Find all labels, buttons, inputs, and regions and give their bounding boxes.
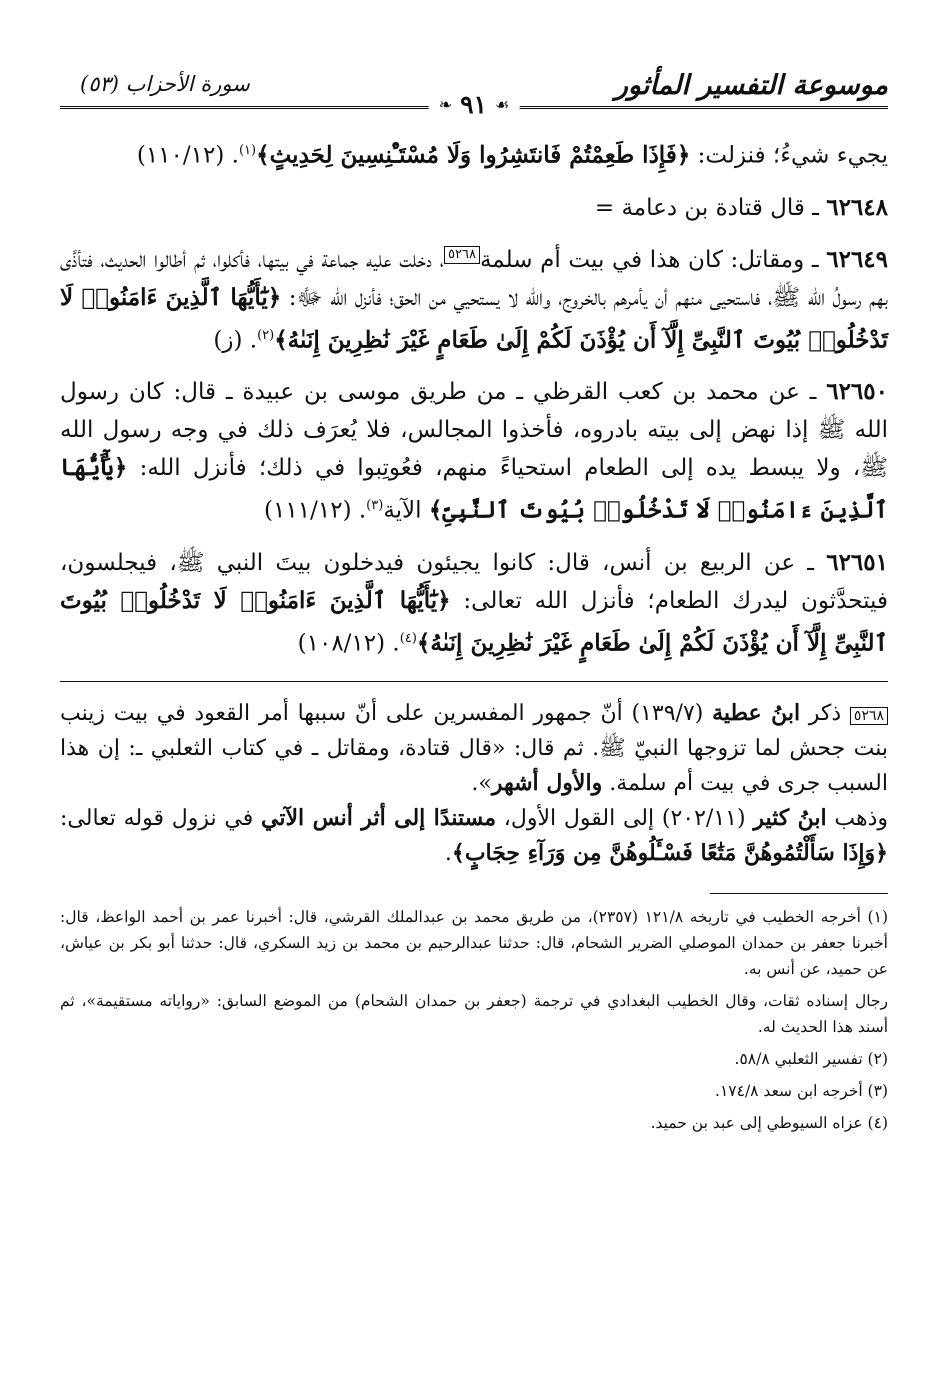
ornament-left-icon: ❧ (438, 95, 453, 114)
narration-number: ٦٢٦٤٩ (826, 245, 889, 273)
volume-reference: . (ز) (213, 327, 258, 354)
text-run: (٢٠٢/١١) إلى القول الأول، (496, 805, 754, 831)
commentary-separator (60, 681, 888, 682)
volume-reference: . (١١٠/١٢) (136, 142, 239, 169)
text-run: في نزول قوله تعالى: (60, 805, 262, 831)
text-run: ». (471, 770, 492, 796)
volume-reference: . (١١١/١٢) (264, 497, 367, 524)
running-header (60, 60, 888, 122)
commentary-para-1 (60, 696, 888, 801)
text-run: يجيء شيءُ؛ فنزلت: (690, 142, 888, 169)
footnote-1-continued: رجال إسناده ثقات، وقال الخطيب البغدادي في ترجمة (جعفر بن حمدان الشحام) من الموضع السابق: «رواياته مستقيمة»، ثم أسند هذا الحديث له. (60, 991, 888, 1036)
footnote-separator (710, 893, 888, 894)
commentary-note (60, 696, 888, 871)
text-run: ـ قال قتادة بن دعامة = (594, 194, 827, 221)
quran-verse: ﴿يَٰٓأَيُّهَا ٱلَّذِينَ ءَامَنُوا۟ لَا تَدْخُلُوا۟ بُيُوتَ ٱلنَّبِىِّ إِلَّآ أَن يُؤْذَنَ لَكُمْ إِلَىٰ طَعَامٍ غَيْرَ نَٰظِرِينَ إِنَىٰهُ﴾ (60, 283, 888, 354)
quran-verse: ﴿وَإِذَا سَأَلْتُمُوهُنَّ مَتَٰعًا فَسْـَٔلُوهُنَّ مِن وَرَآءِ حِجَابٍ﴾ (451, 839, 888, 866)
text-run: وذهب (826, 805, 889, 831)
footnote-marker: (١) (238, 143, 257, 158)
quran-verse: ﴿يَٰٓأَيُّهَا ٱلَّذِينَ ءَامَنُوا۟ لَا تَدْخُلُوا۟ بُيُوتَ ٱلنَّبِىِّ﴾ (60, 454, 888, 524)
paragraph-continuation (60, 132, 888, 175)
text-run: . (444, 840, 452, 866)
text-run: ـ عن محمد بن كعب القرظي ـ من طريق موسى بن عبيدة ـ قال: كان رسول الله ﷺ إذا نهض إلى بيته بادروه، فأخذوا المجالس، فلا يُعرَف ذلك في وجه رسول الله ﷺ، ولا يبسط يده إلى الطعام استحياءً منهم، فعُوتِبوا في ذلك؛ فأنزل الله: (60, 379, 888, 482)
text-run: ، دخلت عليه جماعة في بيتها، فأكلوا، ثم أطالوا الحديث، فتأذَّى بهم رسولُ الله ﷺ، فاستحيى منهم أن يأمرهم بالخروج، والله لا يستحيي من الحق؛ فأنزل الله ﷻ: (60, 246, 888, 311)
narration-number: ٦٢٦٤٨ (826, 193, 888, 221)
quran-verse: ﴿فَإِذَا طَعِمْتُمْ فَانتَشِرُوا وَلَا مُسْتَـْٔنِسِينَ لِحَدِيثٍ﴾ (256, 141, 691, 169)
quran-verse: ﴿يَٰٓأَيُّهَا ٱلَّذِينَ ءَامَنُوا۟ لَا تَدْخُلُوا۟ بُيُوتَ ٱلنَّبِىِّ إِلَّآ أَن يُؤْذَنَ لَكُمْ إِلَىٰ طَعَامٍ غَيْرَ نَٰظِرِينَ إِنَىٰهُ﴾ (60, 586, 888, 657)
page-number-block (429, 90, 520, 119)
bold-phrase: والأول أشهر (491, 769, 603, 796)
narration-62648 (60, 189, 888, 227)
text-run: الآية (383, 497, 429, 524)
footnotes (60, 904, 888, 1136)
narration-62649 (60, 241, 888, 360)
footnote-marker: (٤) (399, 630, 417, 646)
footnote-2: (٢) تفسير الثعلبي ٥٨/٨. (734, 1049, 888, 1068)
main-text (60, 132, 888, 663)
book-title: موسوعة التفسير المأثور (614, 70, 888, 101)
narration-number: ٦٢٦٥٠ (826, 378, 888, 406)
footnote-marker: (٣) (366, 498, 384, 514)
narration-number: ٦٢٦٥١ (826, 548, 888, 576)
ornament-right-icon: ☙ (494, 95, 510, 114)
footnote-3: (٣) أخرجه ابن سعد ١٧٤/٨. (715, 1081, 888, 1100)
text-run: ذكر (800, 700, 850, 726)
text-run: ـ عن الربيع بن أنس، قال: كانوا يجيئون فيدخلون بيتَ النبي ﷺ، فيجلسون، فيتحدَّثون ليدرك الطعام؛ فأنزل الله تعالى: (60, 549, 888, 614)
page-number: ٩١ (460, 90, 487, 119)
footnote-1: (١) أخرجه الخطيب في تاريخه ١٢١/٨ (٢٣٥٧)، من طريق محمد بن عبدالملك القرشي، قال: أخبرنا عمر بن أحمد الواعظ، قال: أخبرنا جعفر بن حمدان الموصلي الضرير الشحام، قال: حدثنا عبدالرحيم بن محمد بن زيد السكري، قال: حدثنا أبو بكر بن عياش، عن حميد، عن أنس به. (60, 907, 888, 978)
narration-62651 (60, 544, 888, 663)
footnote-marker: (٢) (257, 327, 275, 343)
commentary-para-2 (60, 801, 888, 871)
narration-62650 (60, 373, 888, 530)
page (60, 60, 888, 1142)
commentary-ref-box: ٥٢٦٨ (444, 246, 480, 264)
bold-phrase: مستندًا إلى أثر أنس الآتي (261, 804, 497, 831)
scholar-name: ابنُ عطية (712, 699, 801, 726)
footnote-4: (٤) عزاه السيوطي إلى عبد بن حميد. (650, 1113, 888, 1132)
scholar-name: ابنُ كثير (753, 804, 827, 831)
volume-reference: . (١٠٨/١٢) (297, 630, 400, 657)
text-run: (١٣٩/٧) أنّ جمهور المفسرين على أنّ سببها أمر القعود في بيت زينب بنت جحش لما تزوجها النبيّ ﷺ. ثم قال: «قال قتادة، ومقاتل ـ في كتاب الثعلبي ـ: إن هذا السبب جرى في بيت أم سلمة. (60, 700, 888, 796)
text-run: ـ ومقاتل: كان هذا في بيت أم سلمة (479, 246, 827, 273)
commentary-ref-box: ٥٢٦٨ (850, 707, 888, 725)
surah-label: سورة الأحزاب (٥٣) (80, 72, 250, 96)
